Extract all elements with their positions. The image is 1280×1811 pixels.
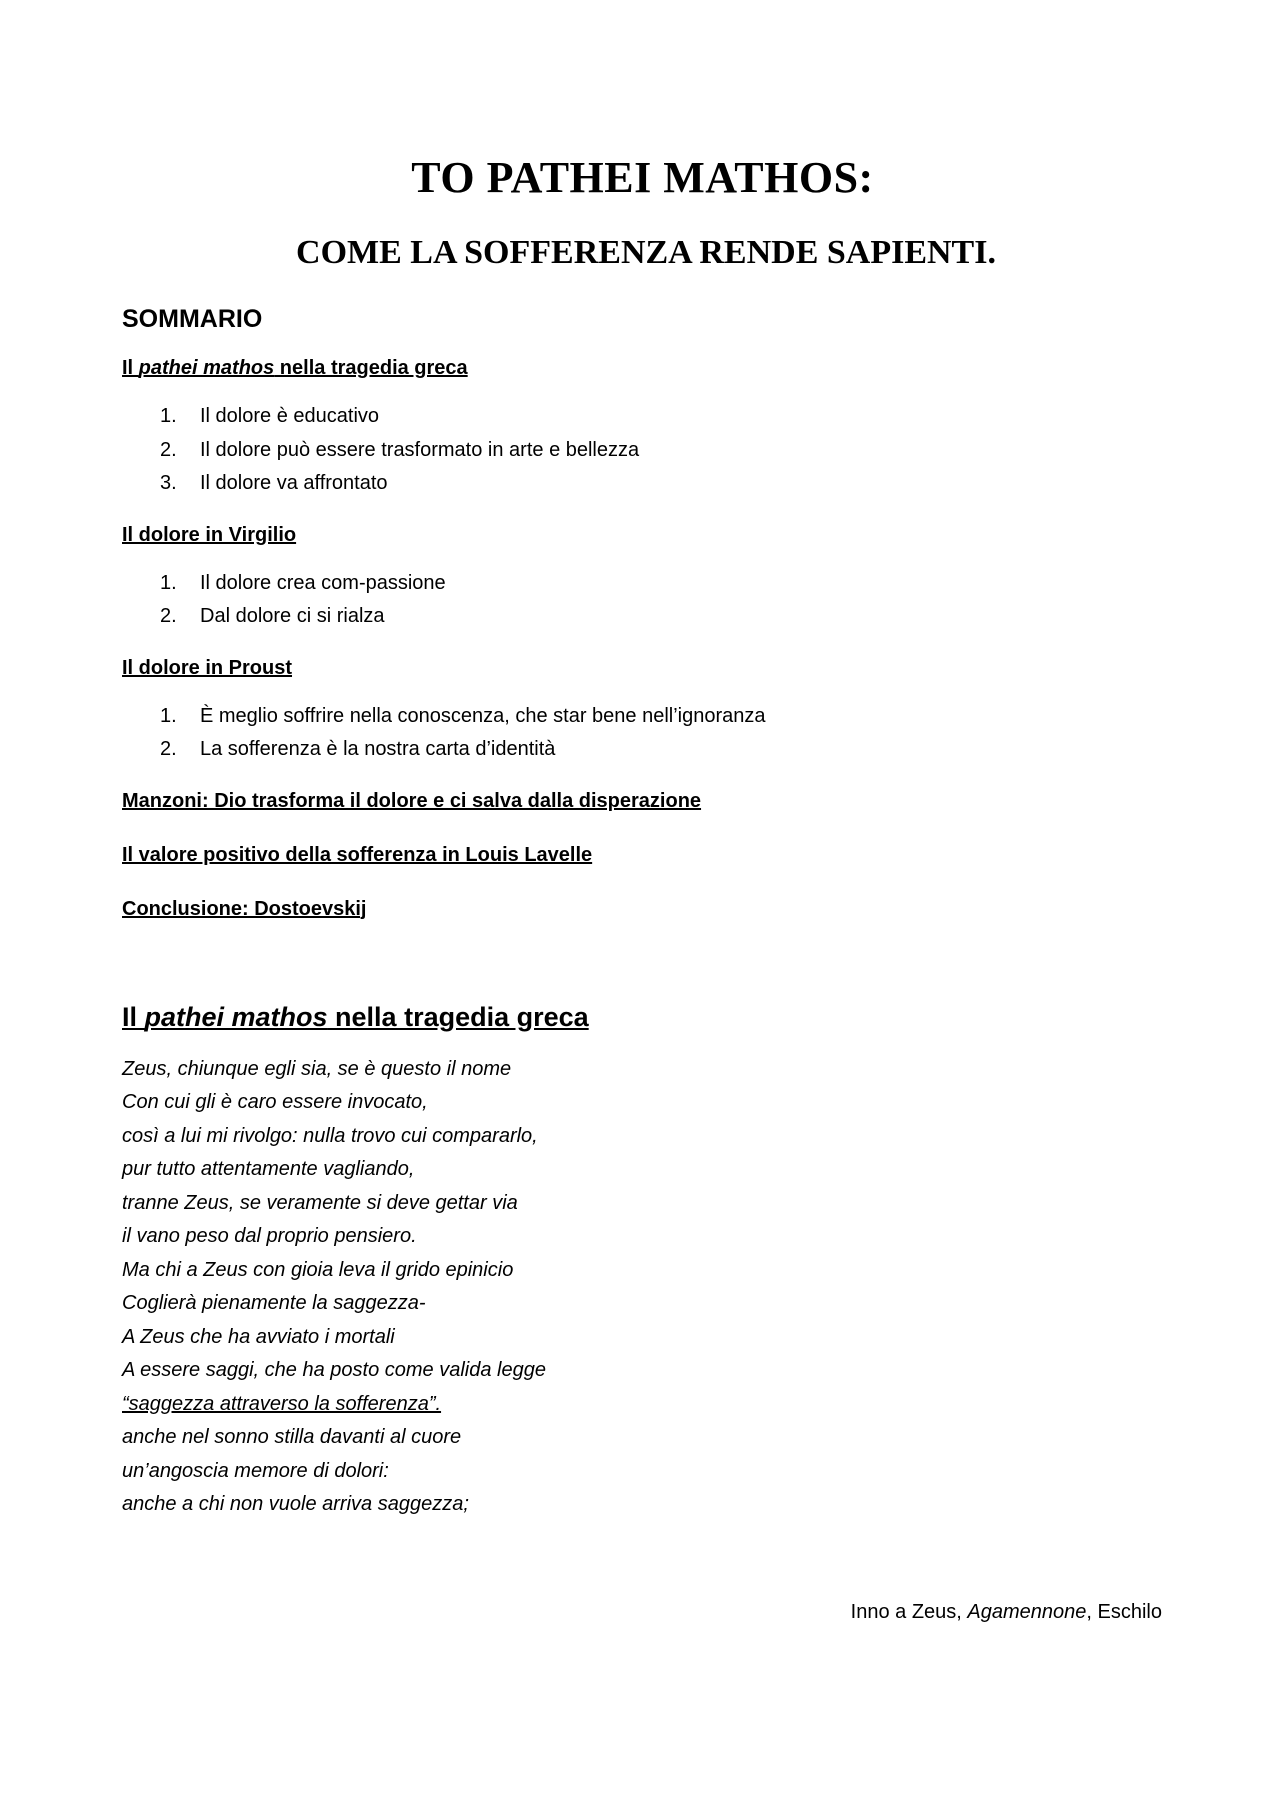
toc-section-tragedia-italic: pathei mathos — [138, 357, 275, 379]
list-item — [122, 567, 1162, 601]
poem-line: Ma chi a Zeus con gioia leva il grido epinicio — [122, 1258, 514, 1281]
list-item — [122, 600, 1162, 634]
attribution-prefix: Inno a Zeus, — [850, 1601, 968, 1623]
list-item-text: Il dolore crea com-passione — [200, 571, 446, 594]
poem-line: così a lui mi rivolgo: nulla trovo cui compararlo, — [122, 1124, 538, 1147]
toc-section-tragedia[interactable] — [122, 354, 1162, 382]
poem-quote — [122, 1053, 1162, 1522]
list-item-text: La sofferenza è la nostra carta d’identità — [200, 738, 556, 760]
summary-heading: SOMMARIO — [122, 305, 263, 333]
list-item-number: 1. — [160, 405, 177, 427]
list-item-number: 1. — [160, 704, 177, 727]
poem-line: Coglierà pienamente la saggezza- — [122, 1292, 426, 1314]
poem-line: Zeus, chiunque egli sia, se è questo il nome — [122, 1057, 512, 1080]
poem-line: A essere saggi, che ha posto come valida legge — [122, 1359, 546, 1381]
toc-section-tragedia-prefix: Il — [122, 357, 139, 379]
list-item — [122, 434, 1162, 468]
poem-line: il vano peso dal proprio pensiero. — [122, 1225, 417, 1247]
section-heading-tragedia — [122, 999, 1162, 1035]
poem-line-underlined: “saggezza attraverso la sofferenza”. — [122, 1392, 442, 1415]
poem-line: un’angoscia memore di dolori: — [122, 1459, 389, 1482]
toc-section-manzoni[interactable]: Manzoni: Dio trasforma il dolore e ci salva dalla disperazione — [122, 789, 702, 812]
toc-section-tragedia-suffix: nella tragedia greca — [274, 357, 468, 379]
poem-line: anche nel sonno stilla davanti al cuore — [122, 1426, 462, 1448]
section-heading-italic: pathei mathos — [144, 1001, 328, 1032]
list-item-text: Il dolore può essere trasformato in arte e bellezza — [200, 438, 640, 461]
document-title: TO PATHEI MATHOS: — [411, 153, 874, 202]
attribution-work: Agamennone — [967, 1601, 1087, 1623]
list-item-number: 2. — [160, 738, 177, 760]
list-item-number: 2. — [160, 605, 177, 627]
toc-section-virgilio[interactable]: Il dolore in Virgilio — [122, 523, 297, 546]
attribution-suffix: , Eschilo — [1086, 1601, 1162, 1623]
list-item-text: Il dolore va affrontato — [200, 472, 388, 494]
document-body — [122, 302, 1162, 1522]
toc-list-proust — [122, 700, 1162, 767]
list-item-number: 2. — [160, 438, 177, 461]
section-heading-prefix: Il — [122, 1001, 145, 1032]
toc-list-virgilio — [122, 567, 1162, 634]
poem-attribution — [851, 1598, 1162, 1626]
poem-line: Con cui gli è caro essere invocato, — [122, 1091, 428, 1113]
poem-line: pur tutto attentamente vagliando, — [122, 1158, 415, 1180]
toc-section-lavelle[interactable]: Il valore positivo della sofferenza in Louis Lavelle — [122, 843, 593, 866]
list-item — [122, 467, 1162, 501]
toc-section-proust[interactable]: Il dolore in Proust — [122, 656, 293, 679]
list-item-text: È meglio soffrire nella conoscenza, che star bene nell’ignoranza — [200, 704, 766, 727]
list-item-text: Dal dolore ci si rialza — [200, 605, 385, 627]
list-item-text: Il dolore è educativo — [200, 405, 380, 427]
list-item-number: 1. — [160, 571, 177, 594]
poem-line: A Zeus che ha avviato i mortali — [122, 1325, 395, 1348]
section-heading-suffix: nella tragedia greca — [327, 1001, 589, 1032]
poem-line: tranne Zeus, se veramente si deve gettar via — [122, 1191, 518, 1214]
toc-section-conclusione[interactable]: Conclusione: Dostoevskij — [122, 897, 367, 920]
document-subtitle: COME LA SOFFERENZA RENDE SAPIENTI. — [296, 234, 996, 271]
toc-list-tragedia — [122, 400, 1162, 501]
list-item-number: 3. — [160, 472, 177, 494]
list-item — [122, 733, 1162, 767]
list-item — [122, 700, 1162, 734]
poem-line-highlighted — [122, 1388, 1162, 1422]
list-item — [122, 400, 1162, 434]
poem-line: anche a chi non vuole arriva saggezza; — [122, 1493, 469, 1515]
